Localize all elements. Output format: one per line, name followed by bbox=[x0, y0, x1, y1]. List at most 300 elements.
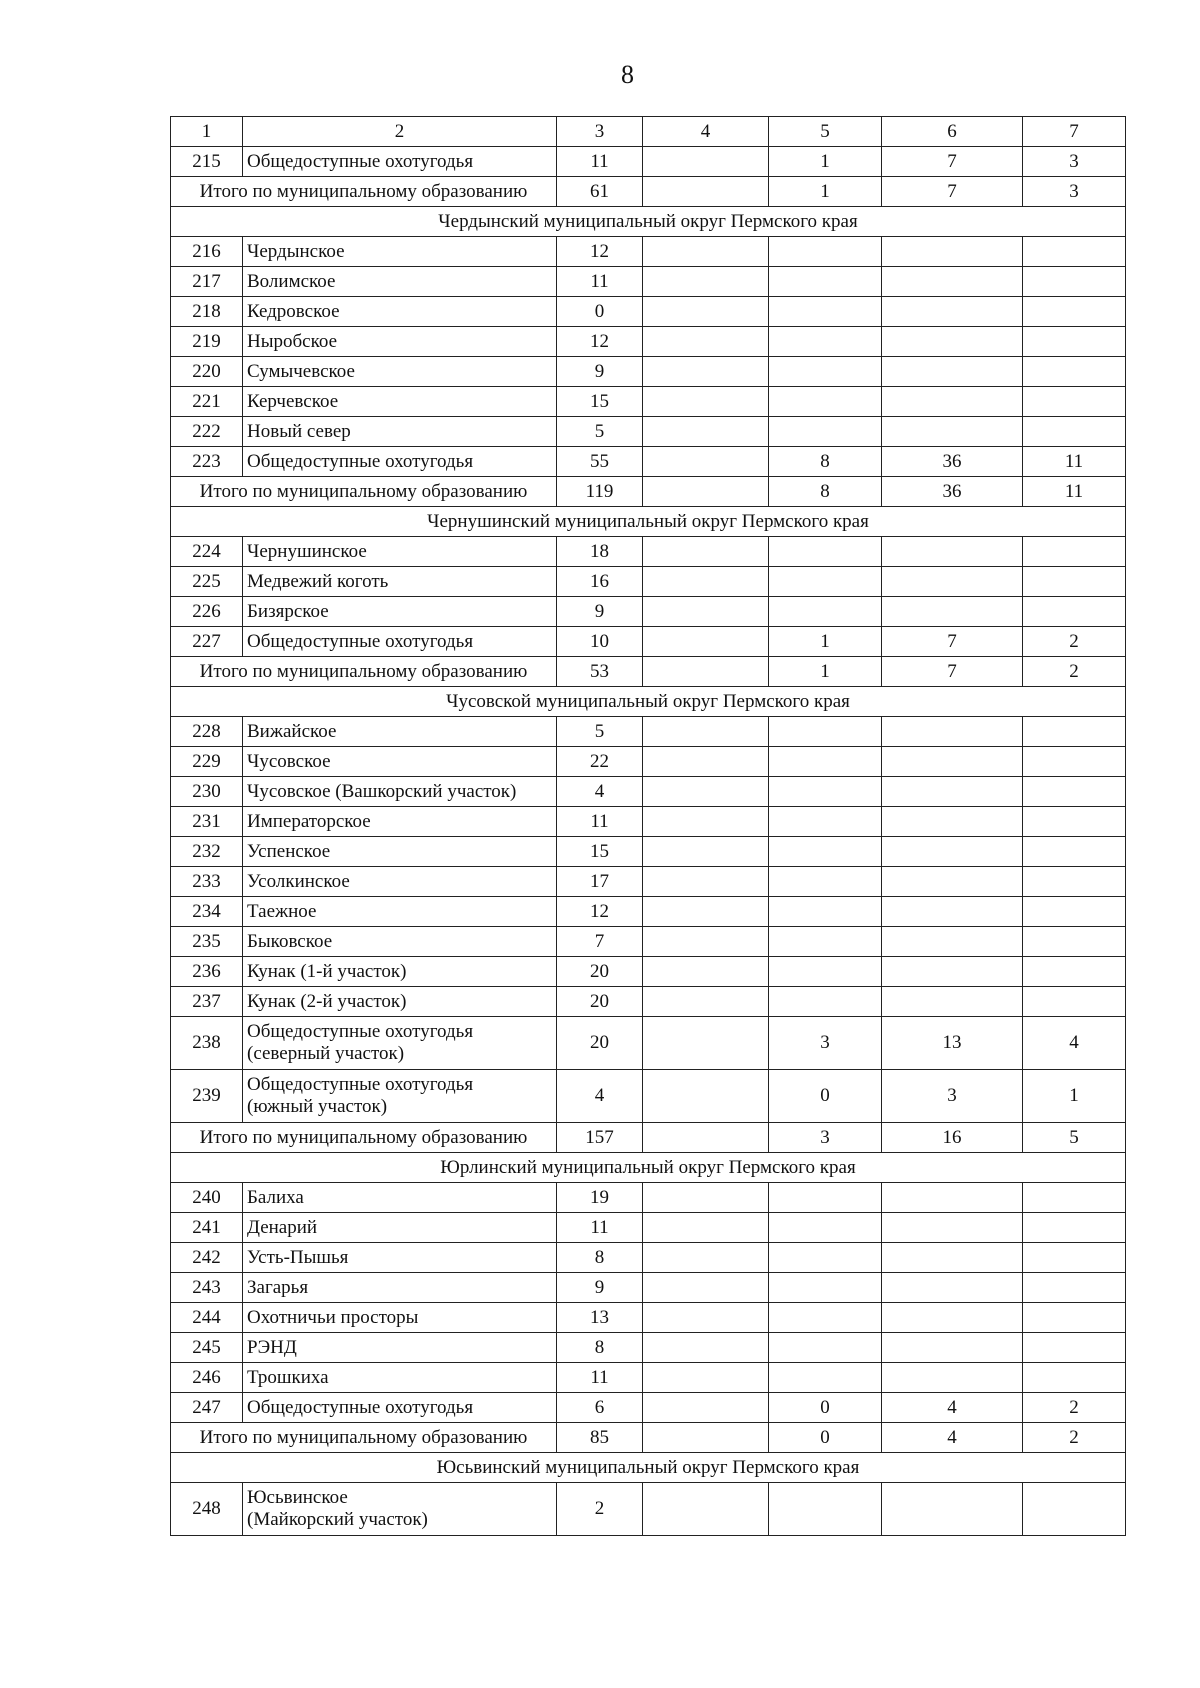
table-row bbox=[171, 297, 1126, 327]
col4-cell bbox=[643, 1483, 769, 1536]
header-cell: 1 bbox=[171, 117, 243, 147]
col5-cell bbox=[769, 1363, 882, 1393]
table-row bbox=[171, 537, 1126, 567]
col5-cell bbox=[769, 957, 882, 987]
table-row bbox=[171, 627, 1126, 657]
col3-cell: 22 bbox=[557, 747, 643, 777]
col6-cell: 4 bbox=[882, 1423, 1023, 1453]
table-row bbox=[171, 597, 1126, 627]
col3-cell: 11 bbox=[557, 1213, 643, 1243]
col6-cell bbox=[882, 1213, 1023, 1243]
row-number-cell: 244 bbox=[171, 1303, 243, 1333]
row-number-cell: 221 bbox=[171, 387, 243, 417]
name-cell: Кедровское bbox=[243, 297, 557, 327]
col4-cell bbox=[643, 387, 769, 417]
col5-cell bbox=[769, 1333, 882, 1363]
col3-cell: 17 bbox=[557, 867, 643, 897]
col4-cell bbox=[643, 357, 769, 387]
row-number-cell: 233 bbox=[171, 867, 243, 897]
name-cell: Таежное bbox=[243, 897, 557, 927]
col6-cell bbox=[882, 747, 1023, 777]
row-number-cell: 228 bbox=[171, 717, 243, 747]
col6-cell bbox=[882, 567, 1023, 597]
table-row bbox=[171, 237, 1126, 267]
row-number-cell: 222 bbox=[171, 417, 243, 447]
name-cell: Юсьвинское (Майкорский участок) bbox=[243, 1483, 557, 1536]
table-row bbox=[171, 267, 1126, 297]
table-row bbox=[171, 147, 1126, 177]
col7-cell bbox=[1023, 1483, 1126, 1536]
section-row bbox=[171, 1153, 1126, 1183]
col6-cell bbox=[882, 1303, 1023, 1333]
table-row bbox=[171, 1483, 1126, 1536]
col7-cell bbox=[1023, 1363, 1126, 1393]
col7-cell bbox=[1023, 357, 1126, 387]
table-row bbox=[171, 837, 1126, 867]
col5-cell: 8 bbox=[769, 447, 882, 477]
col5-cell bbox=[769, 837, 882, 867]
col5-cell: 8 bbox=[769, 477, 882, 507]
table-row bbox=[171, 927, 1126, 957]
col6-cell bbox=[882, 417, 1023, 447]
section-row bbox=[171, 207, 1126, 237]
row-number-cell: 230 bbox=[171, 777, 243, 807]
col5-cell bbox=[769, 537, 882, 567]
col4-cell bbox=[643, 837, 769, 867]
col5-cell bbox=[769, 387, 882, 417]
col3-cell: 11 bbox=[557, 267, 643, 297]
table-row bbox=[171, 567, 1126, 597]
col6-cell bbox=[882, 327, 1023, 357]
col5-cell bbox=[769, 597, 882, 627]
name-cell: Новый север bbox=[243, 417, 557, 447]
row-number-cell: 243 bbox=[171, 1273, 243, 1303]
col4-cell bbox=[643, 327, 769, 357]
col6-cell: 3 bbox=[882, 1070, 1023, 1123]
header-cell: 3 bbox=[557, 117, 643, 147]
col6-cell: 36 bbox=[882, 477, 1023, 507]
col7-cell: 11 bbox=[1023, 477, 1126, 507]
col3-cell: 19 bbox=[557, 1183, 643, 1213]
col3-cell: 7 bbox=[557, 927, 643, 957]
col4-cell bbox=[643, 747, 769, 777]
col7-cell: 5 bbox=[1023, 1123, 1126, 1153]
col7-cell bbox=[1023, 267, 1126, 297]
col6-cell bbox=[882, 867, 1023, 897]
col6-cell bbox=[882, 597, 1023, 627]
total-label: Итого по муниципальному образованию bbox=[171, 177, 557, 207]
name-cell: Охотничьи просторы bbox=[243, 1303, 557, 1333]
col7-cell: 2 bbox=[1023, 627, 1126, 657]
col6-cell bbox=[882, 927, 1023, 957]
header-cell: 6 bbox=[882, 117, 1023, 147]
col4-cell bbox=[643, 177, 769, 207]
col6-cell bbox=[882, 267, 1023, 297]
table-row bbox=[171, 747, 1126, 777]
col5-cell bbox=[769, 267, 882, 297]
col6-cell bbox=[882, 1243, 1023, 1273]
name-cell: Чердынское bbox=[243, 237, 557, 267]
col7-cell: 3 bbox=[1023, 177, 1126, 207]
col7-cell: 4 bbox=[1023, 1017, 1126, 1070]
name-cell: Ныробское bbox=[243, 327, 557, 357]
row-number-cell: 245 bbox=[171, 1333, 243, 1363]
col4-cell bbox=[643, 1333, 769, 1363]
col4-cell bbox=[643, 777, 769, 807]
table-row bbox=[171, 447, 1126, 477]
col7-cell bbox=[1023, 717, 1126, 747]
col4-cell bbox=[643, 1183, 769, 1213]
col7-cell bbox=[1023, 1213, 1126, 1243]
col5-cell bbox=[769, 417, 882, 447]
name-cell: Трошкиха bbox=[243, 1363, 557, 1393]
col6-cell: 4 bbox=[882, 1393, 1023, 1423]
col6-cell bbox=[882, 897, 1023, 927]
col5-cell bbox=[769, 1483, 882, 1536]
col3-cell: 20 bbox=[557, 987, 643, 1017]
col6-cell: 13 bbox=[882, 1017, 1023, 1070]
table-row bbox=[171, 1070, 1126, 1123]
row-number-cell: 240 bbox=[171, 1183, 243, 1213]
col3-cell: 4 bbox=[557, 777, 643, 807]
row-number-cell: 215 bbox=[171, 147, 243, 177]
col5-cell: 1 bbox=[769, 627, 882, 657]
col7-cell bbox=[1023, 957, 1126, 987]
col4-cell bbox=[643, 927, 769, 957]
col5-cell: 1 bbox=[769, 177, 882, 207]
col3-cell: 2 bbox=[557, 1483, 643, 1536]
col4-cell bbox=[643, 567, 769, 597]
col4-cell bbox=[643, 1017, 769, 1070]
col3-cell: 18 bbox=[557, 537, 643, 567]
col6-cell: 7 bbox=[882, 147, 1023, 177]
col7-cell: 2 bbox=[1023, 1393, 1126, 1423]
col6-cell: 36 bbox=[882, 447, 1023, 477]
section-title: Юсьвинский муниципальный округ Пермского края bbox=[171, 1453, 1126, 1483]
col4-cell bbox=[643, 147, 769, 177]
section-title: Чусовской муниципальный округ Пермского края bbox=[171, 687, 1126, 717]
row-number-cell: 226 bbox=[171, 597, 243, 627]
col6-cell bbox=[882, 1183, 1023, 1213]
col5-cell bbox=[769, 747, 882, 777]
col5-cell: 1 bbox=[769, 147, 882, 177]
col7-cell bbox=[1023, 417, 1126, 447]
col7-cell: 11 bbox=[1023, 447, 1126, 477]
col6-cell: 7 bbox=[882, 627, 1023, 657]
col3-cell: 9 bbox=[557, 357, 643, 387]
col4-cell bbox=[643, 627, 769, 657]
row-number-cell: 225 bbox=[171, 567, 243, 597]
col7-cell: 2 bbox=[1023, 657, 1126, 687]
name-cell: Императорское bbox=[243, 807, 557, 837]
col3-cell: 11 bbox=[557, 147, 643, 177]
col3-cell: 4 bbox=[557, 1070, 643, 1123]
col5-cell bbox=[769, 987, 882, 1017]
col5-cell bbox=[769, 897, 882, 927]
col7-cell bbox=[1023, 597, 1126, 627]
row-number-cell: 231 bbox=[171, 807, 243, 837]
col3-cell: 85 bbox=[557, 1423, 643, 1453]
total-row bbox=[171, 477, 1126, 507]
row-number-cell: 247 bbox=[171, 1393, 243, 1423]
col3-cell: 55 bbox=[557, 447, 643, 477]
table-row bbox=[171, 1393, 1126, 1423]
col5-cell: 0 bbox=[769, 1423, 882, 1453]
row-number-cell: 239 bbox=[171, 1070, 243, 1123]
name-cell: Кунак (1-й участок) bbox=[243, 957, 557, 987]
row-number-cell: 229 bbox=[171, 747, 243, 777]
total-label: Итого по муниципальному образованию bbox=[171, 657, 557, 687]
name-cell: Общедоступные охотугодья bbox=[243, 627, 557, 657]
section-row bbox=[171, 687, 1126, 717]
table-row bbox=[171, 867, 1126, 897]
header-row bbox=[171, 117, 1126, 147]
col4-cell bbox=[643, 897, 769, 927]
col6-cell: 7 bbox=[882, 657, 1023, 687]
table-row bbox=[171, 1303, 1126, 1333]
col4-cell bbox=[643, 597, 769, 627]
col3-cell: 10 bbox=[557, 627, 643, 657]
col4-cell bbox=[643, 807, 769, 837]
col3-cell: 12 bbox=[557, 237, 643, 267]
name-cell: Чернушинское bbox=[243, 537, 557, 567]
col4-cell bbox=[643, 1273, 769, 1303]
col7-cell bbox=[1023, 807, 1126, 837]
col6-cell bbox=[882, 237, 1023, 267]
col5-cell bbox=[769, 1303, 882, 1333]
name-cell: Успенское bbox=[243, 837, 557, 867]
col5-cell bbox=[769, 567, 882, 597]
col4-cell bbox=[643, 237, 769, 267]
row-number-cell: 223 bbox=[171, 447, 243, 477]
name-cell: Денарий bbox=[243, 1213, 557, 1243]
table-row bbox=[171, 1017, 1126, 1070]
name-cell: Загарья bbox=[243, 1273, 557, 1303]
col7-cell bbox=[1023, 1333, 1126, 1363]
col3-cell: 8 bbox=[557, 1333, 643, 1363]
col3-cell: 119 bbox=[557, 477, 643, 507]
table-row bbox=[171, 1363, 1126, 1393]
col7-cell bbox=[1023, 237, 1126, 267]
total-row bbox=[171, 1123, 1126, 1153]
col7-cell bbox=[1023, 1243, 1126, 1273]
total-label: Итого по муниципальному образованию bbox=[171, 477, 557, 507]
name-cell: Чусовское (Вашкорский участок) bbox=[243, 777, 557, 807]
table-row bbox=[171, 897, 1126, 927]
col7-cell bbox=[1023, 297, 1126, 327]
col7-cell bbox=[1023, 747, 1126, 777]
hunting-grounds-table bbox=[170, 116, 1126, 1536]
col5-cell bbox=[769, 297, 882, 327]
table-row bbox=[171, 387, 1126, 417]
name-cell: Чусовское bbox=[243, 747, 557, 777]
col5-cell: 0 bbox=[769, 1070, 882, 1123]
name-cell: Общедоступные охотугодья (южный участок) bbox=[243, 1070, 557, 1123]
table-row bbox=[171, 1333, 1126, 1363]
name-cell: Бизярское bbox=[243, 597, 557, 627]
col6-cell bbox=[882, 837, 1023, 867]
table-row bbox=[171, 777, 1126, 807]
table-body bbox=[171, 117, 1126, 1536]
col3-cell: 11 bbox=[557, 807, 643, 837]
col4-cell bbox=[643, 1243, 769, 1273]
col5-cell bbox=[769, 867, 882, 897]
section-title: Чердынский муниципальный округ Пермского края bbox=[171, 207, 1126, 237]
table-row bbox=[171, 417, 1126, 447]
col4-cell bbox=[643, 1363, 769, 1393]
col3-cell: 5 bbox=[557, 717, 643, 747]
col3-cell: 5 bbox=[557, 417, 643, 447]
row-number-cell: 234 bbox=[171, 897, 243, 927]
col6-cell: 7 bbox=[882, 177, 1023, 207]
section-title: Юрлинский муниципальный округ Пермского края bbox=[171, 1153, 1126, 1183]
col7-cell bbox=[1023, 987, 1126, 1017]
col7-cell: 2 bbox=[1023, 1423, 1126, 1453]
col3-cell: 20 bbox=[557, 957, 643, 987]
section-row bbox=[171, 1453, 1126, 1483]
col4-cell bbox=[643, 1123, 769, 1153]
col5-cell bbox=[769, 777, 882, 807]
col6-cell bbox=[882, 777, 1023, 807]
col6-cell bbox=[882, 1483, 1023, 1536]
total-row bbox=[171, 657, 1126, 687]
col4-cell bbox=[643, 267, 769, 297]
col6-cell bbox=[882, 1273, 1023, 1303]
col3-cell: 53 bbox=[557, 657, 643, 687]
col6-cell bbox=[882, 387, 1023, 417]
col7-cell bbox=[1023, 867, 1126, 897]
total-row bbox=[171, 177, 1126, 207]
col4-cell bbox=[643, 537, 769, 567]
col5-cell bbox=[769, 1243, 882, 1273]
header-cell: 5 bbox=[769, 117, 882, 147]
col3-cell: 8 bbox=[557, 1243, 643, 1273]
row-number-cell: 246 bbox=[171, 1363, 243, 1393]
col5-cell bbox=[769, 357, 882, 387]
row-number-cell: 237 bbox=[171, 987, 243, 1017]
row-number-cell: 235 bbox=[171, 927, 243, 957]
table-row bbox=[171, 1213, 1126, 1243]
table-row bbox=[171, 327, 1126, 357]
col4-cell bbox=[643, 657, 769, 687]
col5-cell bbox=[769, 807, 882, 837]
section-title: Чернушинский муниципальный округ Пермского края bbox=[171, 507, 1126, 537]
name-cell: Сумычевское bbox=[243, 357, 557, 387]
col5-cell: 3 bbox=[769, 1017, 882, 1070]
row-number-cell: 227 bbox=[171, 627, 243, 657]
row-number-cell: 232 bbox=[171, 837, 243, 867]
col3-cell: 15 bbox=[557, 387, 643, 417]
col5-cell bbox=[769, 1183, 882, 1213]
name-cell: Усть-Пышья bbox=[243, 1243, 557, 1273]
col5-cell bbox=[769, 327, 882, 357]
name-cell: Быковское bbox=[243, 927, 557, 957]
col3-cell: 9 bbox=[557, 597, 643, 627]
row-number-cell: 218 bbox=[171, 297, 243, 327]
col5-cell: 0 bbox=[769, 1393, 882, 1423]
row-number-cell: 248 bbox=[171, 1483, 243, 1536]
col3-cell: 20 bbox=[557, 1017, 643, 1070]
table-row bbox=[171, 717, 1126, 747]
col3-cell: 9 bbox=[557, 1273, 643, 1303]
row-number-cell: 219 bbox=[171, 327, 243, 357]
row-number-cell: 217 bbox=[171, 267, 243, 297]
col4-cell bbox=[643, 867, 769, 897]
col4-cell bbox=[643, 447, 769, 477]
col4-cell bbox=[643, 1213, 769, 1243]
table-row bbox=[171, 1243, 1126, 1273]
col7-cell: 1 bbox=[1023, 1070, 1126, 1123]
col7-cell bbox=[1023, 897, 1126, 927]
col4-cell bbox=[643, 957, 769, 987]
row-number-cell: 236 bbox=[171, 957, 243, 987]
col5-cell bbox=[769, 717, 882, 747]
col3-cell: 12 bbox=[557, 327, 643, 357]
col7-cell bbox=[1023, 837, 1126, 867]
row-number-cell: 224 bbox=[171, 537, 243, 567]
table-row bbox=[171, 807, 1126, 837]
section-row bbox=[171, 507, 1126, 537]
col7-cell bbox=[1023, 327, 1126, 357]
total-label: Итого по муниципальному образованию bbox=[171, 1423, 557, 1453]
col4-cell bbox=[643, 477, 769, 507]
name-cell: РЭНД bbox=[243, 1333, 557, 1363]
name-cell: Общедоступные охотугодья (северный участок) bbox=[243, 1017, 557, 1070]
col3-cell: 61 bbox=[557, 177, 643, 207]
col3-cell: 12 bbox=[557, 897, 643, 927]
table-row bbox=[171, 1183, 1126, 1213]
col6-cell bbox=[882, 1363, 1023, 1393]
col6-cell bbox=[882, 1333, 1023, 1363]
col6-cell bbox=[882, 987, 1023, 1017]
col6-cell bbox=[882, 357, 1023, 387]
col4-cell bbox=[643, 1303, 769, 1333]
header-cell: 2 bbox=[243, 117, 557, 147]
col4-cell bbox=[643, 1393, 769, 1423]
col4-cell bbox=[643, 1070, 769, 1123]
name-cell: Вижайское bbox=[243, 717, 557, 747]
col5-cell bbox=[769, 927, 882, 957]
col5-cell bbox=[769, 1213, 882, 1243]
table-row bbox=[171, 987, 1126, 1017]
col6-cell bbox=[882, 807, 1023, 837]
col5-cell bbox=[769, 237, 882, 267]
col6-cell bbox=[882, 537, 1023, 567]
col7-cell bbox=[1023, 1303, 1126, 1333]
header-cell: 4 bbox=[643, 117, 769, 147]
col7-cell bbox=[1023, 567, 1126, 597]
col6-cell bbox=[882, 717, 1023, 747]
col7-cell bbox=[1023, 1273, 1126, 1303]
col6-cell: 16 bbox=[882, 1123, 1023, 1153]
table-row bbox=[171, 957, 1126, 987]
row-number-cell: 242 bbox=[171, 1243, 243, 1273]
col5-cell bbox=[769, 1273, 882, 1303]
col5-cell: 1 bbox=[769, 657, 882, 687]
col5-cell: 3 bbox=[769, 1123, 882, 1153]
col7-cell bbox=[1023, 537, 1126, 567]
col6-cell bbox=[882, 957, 1023, 987]
col3-cell: 157 bbox=[557, 1123, 643, 1153]
col4-cell bbox=[643, 1423, 769, 1453]
table-row bbox=[171, 357, 1126, 387]
name-cell: Волимское bbox=[243, 267, 557, 297]
col6-cell bbox=[882, 297, 1023, 327]
col3-cell: 16 bbox=[557, 567, 643, 597]
col4-cell bbox=[643, 297, 769, 327]
row-number-cell: 238 bbox=[171, 1017, 243, 1070]
col4-cell bbox=[643, 717, 769, 747]
